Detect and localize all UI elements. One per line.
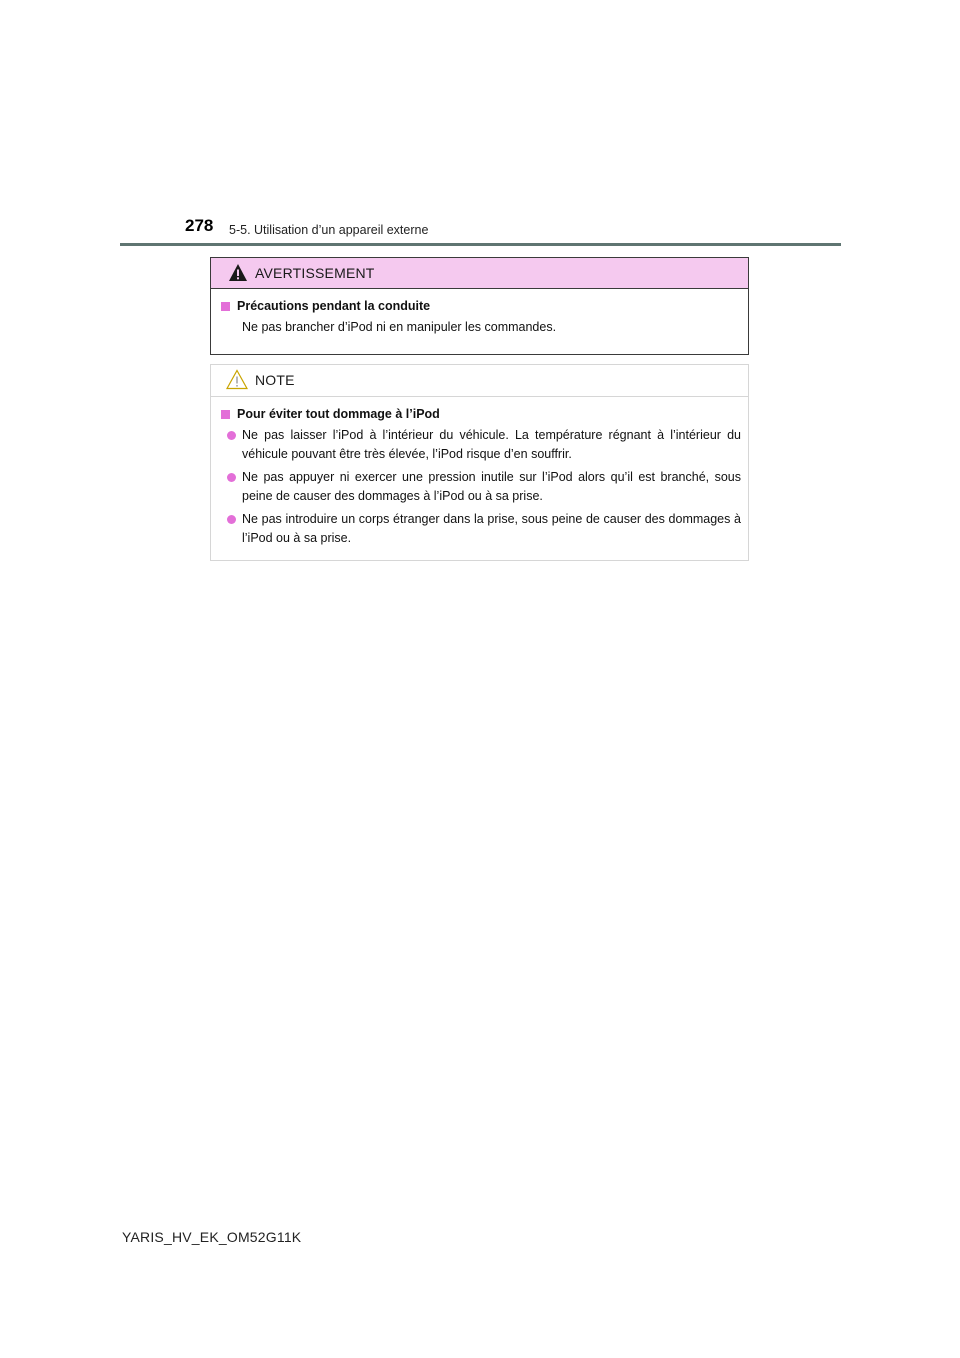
note-header xyxy=(211,365,748,397)
note-bullet-item xyxy=(221,426,741,464)
warning-triangle-icon xyxy=(228,263,248,287)
warning-body xyxy=(211,289,748,337)
document-code: YARIS_HV_EK_OM52G11K xyxy=(122,1229,302,1245)
note-body xyxy=(211,397,748,548)
note-bullet-item xyxy=(221,510,741,548)
header-divider xyxy=(120,243,841,246)
note-title: NOTE xyxy=(255,372,295,388)
warning-box xyxy=(210,257,749,355)
note-bullet-text: Ne pas laisser l’iPod à l’intérieur du véhicule. La température régnant à l’intérieur du véhicule pouvant être très élevée, l’iPod risque d’en souffrir. xyxy=(242,428,741,461)
section-title: 5-5. Utilisation d’un appareil externe xyxy=(229,223,429,237)
warning-heading xyxy=(221,299,741,313)
warning-text: Ne pas brancher d’iPod ni en manipuler les commandes. xyxy=(242,320,557,334)
note-bullet-item xyxy=(221,468,741,506)
page-number: 278 xyxy=(185,216,214,235)
circle-bullet-icon xyxy=(227,515,236,524)
note-bullet-text: Ne pas appuyer ni exercer une pression inutile sur l’iPod alors qu’il est branché, sous peine de causer des dommages à l’iPod ou à sa prise. xyxy=(242,470,741,503)
circle-bullet-icon xyxy=(227,473,236,482)
warning-header xyxy=(211,258,748,289)
note-box xyxy=(210,364,749,561)
warning-heading-text: Précautions pendant la conduite xyxy=(237,299,431,313)
square-bullet-icon xyxy=(221,410,230,419)
circle-bullet-icon xyxy=(227,431,236,440)
note-heading xyxy=(221,407,741,421)
note-bullet-text: Ne pas introduire un corps étranger dans la prise, sous peine de causer des dommages à l’iPod ou à sa prise. xyxy=(242,512,741,545)
caution-triangle-outline-icon xyxy=(226,369,248,395)
warning-title: AVERTISSEMENT xyxy=(255,265,375,281)
note-heading-text: Pour éviter tout dommage à l’iPod xyxy=(237,407,440,421)
square-bullet-icon xyxy=(221,302,230,311)
